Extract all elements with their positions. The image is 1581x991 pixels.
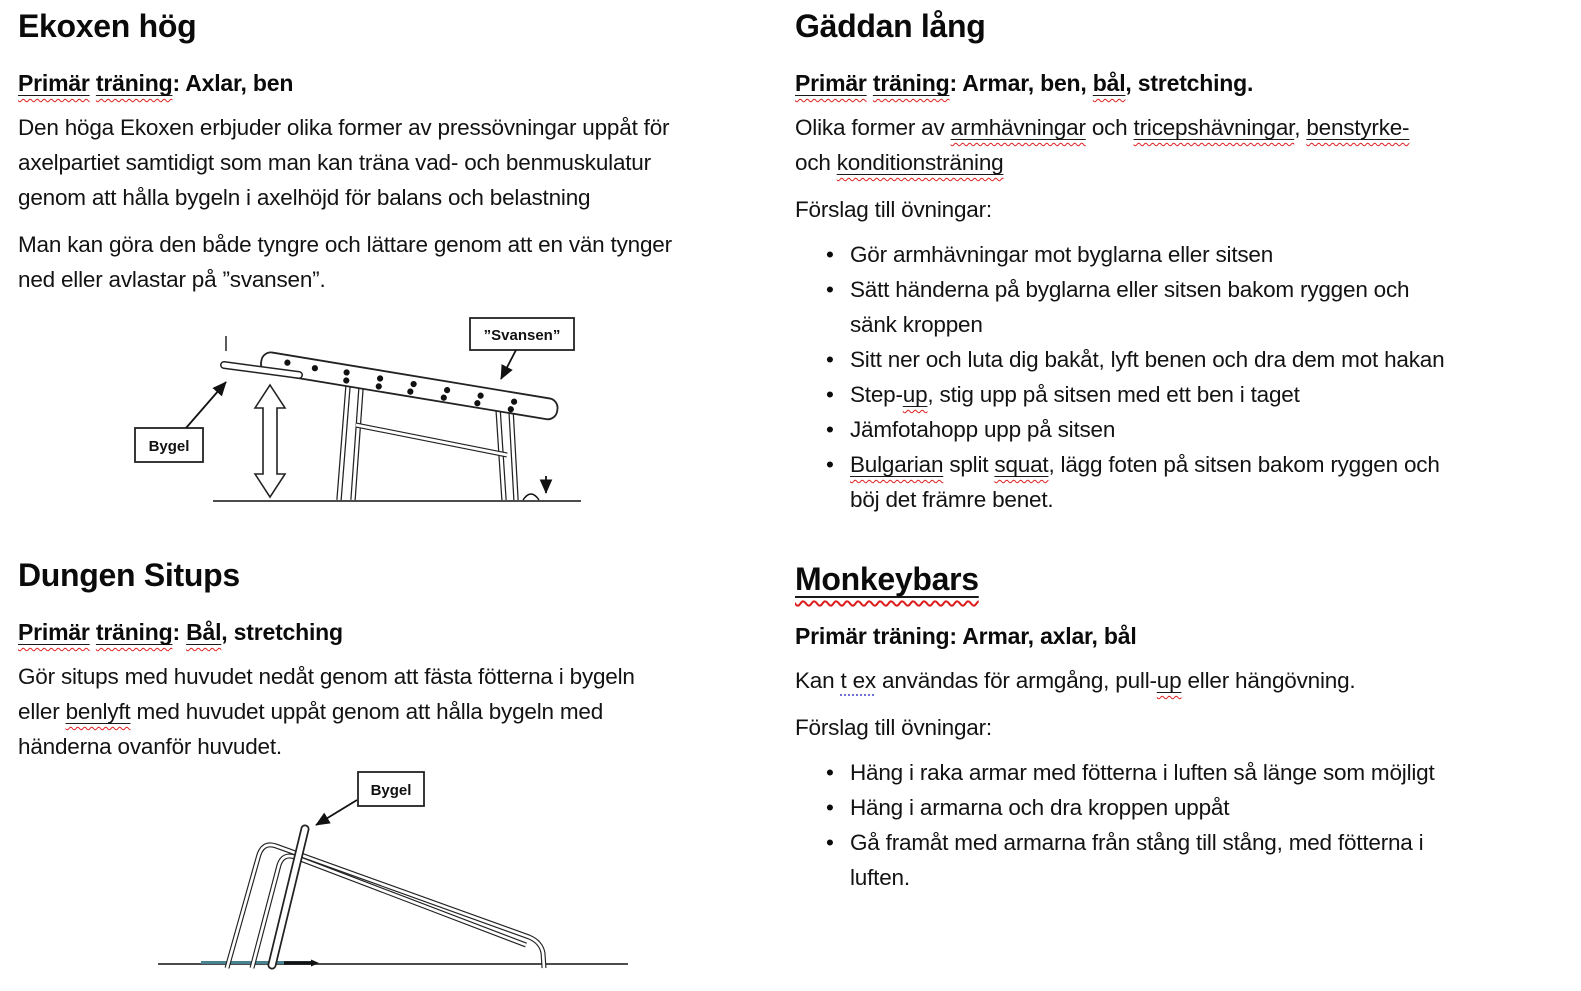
- monkeybars-primary-training: Primär träning: Armar, axlar, bål: [795, 623, 1137, 649]
- dungen-paragraph: Gör situps med huvudet nedåt genom att fästa fötterna i bygeln eller benlyft med huvudet uppåt genom att hålla bygeln med händerna ovanför huvudet.: [18, 664, 635, 759]
- ekoxen-figure: [18, 309, 745, 511]
- monkeybars-paragraph: Kan t ex användas för armgång, pull-up eller hängövning.: [795, 668, 1356, 693]
- monkeybars-suggestions-label: Förslag till övningar:: [795, 715, 992, 740]
- list-item: • Bulgarian split squat, lägg foten på sitsen bakom ryggen och böj det främre benet.: [795, 447, 1525, 517]
- ekoxen-paragraph-1: Den höga Ekoxen erbjuder olika former av pressövningar uppåt för axelpartiet samtidigt som man kan träna vad- och benmuskulatur genom att hålla bygeln i axelhöjd för balans och belastning: [18, 115, 670, 210]
- bygel-label: Bygel: [370, 782, 412, 799]
- dungen-figure: [18, 764, 745, 991]
- gaddan-exercise-list: [795, 237, 1525, 517]
- list-item: • Sitt ner och luta dig bakåt, lyft benen och dra dem mot hakan: [795, 342, 1525, 377]
- left-column: [18, 0, 745, 991]
- svansen-label: ”Svansen”: [483, 327, 561, 344]
- bygel-callout: [135, 382, 226, 462]
- monkeybars-exercise-list: [795, 755, 1525, 895]
- dungen-diagram: [18, 764, 633, 991]
- ekoxen-diagram: [18, 309, 628, 511]
- bench-brace: [356, 425, 507, 455]
- gaddan-primary-training: Primär träning: Armar, ben, bål, stretching.: [795, 70, 1254, 96]
- gaddan-title: Gäddan lång: [795, 8, 986, 44]
- section-ekoxen: [18, 6, 745, 511]
- list-item: • Gå framåt med armarna från stång till stång, med fötterna i luften.: [795, 825, 1525, 895]
- dungen-primary-training: Primär träning: Bål, stretching: [18, 619, 343, 645]
- svansen-callout: [470, 318, 574, 379]
- bygel-callout: [316, 772, 424, 825]
- list-item: • Step-up, stig upp på sitsen med ett ben i taget: [795, 377, 1525, 412]
- bygel-label: Bygel: [148, 438, 190, 455]
- list-item: • Sätt händerna på byglarna eller sitsen bakom ryggen och sänk kroppen: [795, 272, 1525, 342]
- ground-arrow-tip: [311, 960, 319, 967]
- gaddan-suggestions-label: Förslag till övningar:: [795, 197, 992, 222]
- ekoxen-paragraph-2: Man kan göra den både tyngre och lättare genom att en vän tynger ned eller avlastar på ”svansen”.: [18, 232, 672, 292]
- bench-beam: [260, 351, 559, 421]
- list-item: • Jämfotahopp upp på sitsen: [795, 412, 1525, 447]
- list-item: • Häng i armarna och dra kroppen uppåt: [795, 790, 1525, 825]
- monkeybars-title: Monkeybars: [795, 561, 979, 597]
- section-gaddan: [795, 6, 1525, 517]
- list-item: • Gör armhävningar mot byglarna eller sitsen: [795, 237, 1525, 272]
- gaddan-paragraph: Olika former av armhävningar och tricepshävningar, benstyrke- och konditionsträning: [795, 115, 1410, 175]
- section-dungen: [18, 555, 745, 991]
- ekoxen-title: Ekoxen hög: [18, 8, 197, 44]
- height-double-arrow: [255, 385, 285, 497]
- ekoxen-primary-training: Primär träning: Axlar, ben: [18, 70, 294, 96]
- ground-arc: [523, 494, 539, 500]
- right-column: [795, 0, 1525, 895]
- bench-middle-legs: [339, 386, 361, 500]
- list-item: • Häng i raka armar med fötterna i luften så länge som möjligt: [795, 755, 1525, 790]
- dungen-title: Dungen Situps: [18, 557, 240, 593]
- section-monkeybars: [795, 559, 1525, 895]
